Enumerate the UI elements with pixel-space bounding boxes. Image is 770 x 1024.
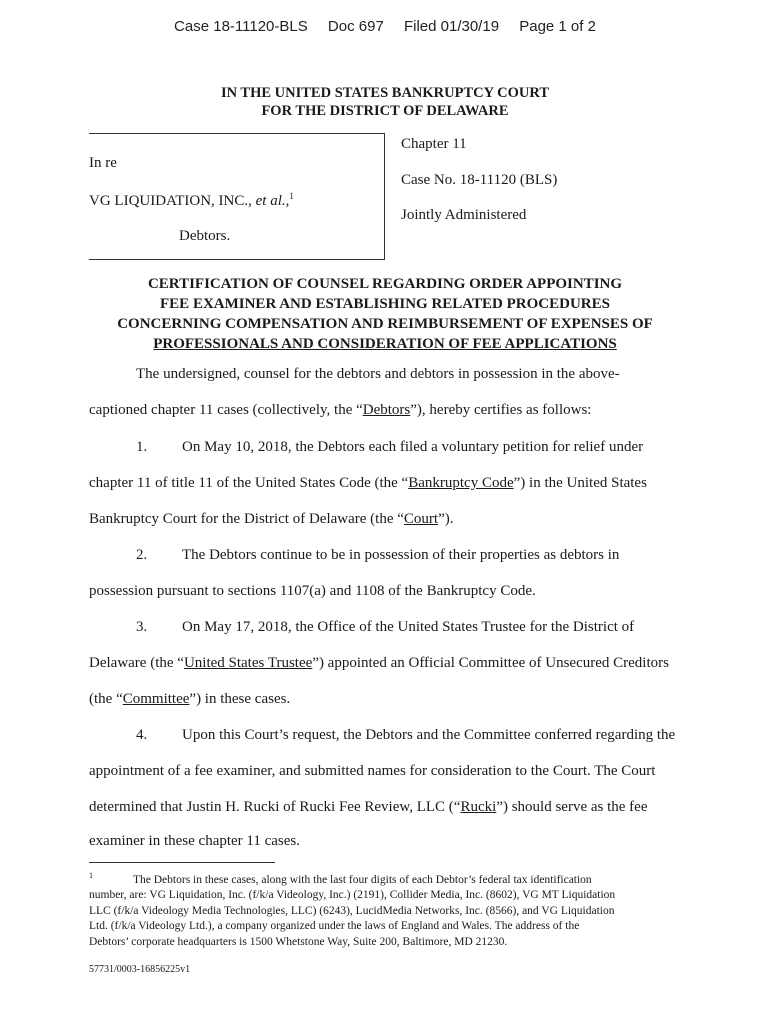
intro-line-1: The undersigned, counsel for the debtors and debtors in possession in the above- (136, 366, 620, 382)
para-3-line-3: (the “Committee”) in these cases. (89, 691, 291, 707)
title-line-3: CONCERNING COMPENSATION AND REIMBURSEMENT OF EXPENSES OF (117, 316, 653, 332)
para-4-line-2: appointment of a fee examiner, and submitted names for consideration to the Court. The Court (89, 763, 656, 779)
para-1-line-3: Bankruptcy Court for the District of Delaware (the “Court”). (89, 511, 454, 527)
debtor-name-text: VG LIQUIDATION, INC., (89, 193, 252, 209)
title-line-1: CERTIFICATION OF COUNSEL REGARDING ORDER APPOINTING (147, 276, 623, 292)
defined-term-rucki: Rucki (460, 799, 497, 815)
page-count-header: Page 1 of 2 (519, 18, 596, 35)
footnote (89, 868, 679, 950)
footnote-line-4: Ltd. (f/k/a Videology Ltd.), a company organized under the laws of England and Wales. The address of the (89, 920, 580, 933)
document-id: 57731/0003-16856225v1 (89, 964, 191, 975)
debtor-name (89, 191, 294, 210)
footnote-mark: 1 (89, 871, 93, 880)
para-4-line-1: Upon this Court’s request, the Debtors and the Committee conferred regarding the (182, 727, 676, 743)
caption-top-rule (89, 133, 385, 134)
defined-term-debtors: Debtors (362, 402, 411, 418)
certification-title (95, 274, 675, 354)
defined-term-bankruptcy-code: Bankruptcy Code (408, 475, 514, 491)
footnote-rule (89, 862, 275, 863)
court-line-2: FOR THE DISTRICT OF DELAWARE (261, 103, 509, 119)
et-al-text: et al., (255, 193, 290, 209)
para-1-line-2: chapter 11 of title 11 of the United States Code (the “Bankruptcy Code”) in the United States (89, 475, 647, 491)
jointly-administered-label: Jointly Administered (401, 207, 527, 223)
court-heading (0, 84, 770, 120)
case-no-label: Case No. 18-11120 (BLS) (401, 172, 558, 188)
defined-term-committee: Committee (122, 691, 190, 707)
case-number-header: Case 18-11120-BLS (174, 18, 308, 35)
title-line-2: FEE EXAMINER AND ESTABLISHING RELATED PROCEDURES (160, 296, 610, 312)
intro-line-2: captioned chapter 11 cases (collectively, the “Debtors”), hereby certifies as follows: (89, 402, 592, 418)
para-3-line-2: Delaware (the “United States Trustee”) appointed an Official Committee of Unsecured Creditors (89, 655, 669, 671)
para-4-number: 4. (136, 727, 148, 743)
footnote-ref-mark: 1 (289, 191, 294, 201)
footnote-line-5: Debtors’ corporate headquarters is 1500 Whetstone Way, Suite 200, Baltimore, MD 21230. (89, 935, 508, 948)
defined-term-court: Court (403, 511, 439, 527)
caption-bottom-rule (89, 259, 385, 260)
caption-vertical-rule (384, 133, 385, 259)
filed-date-header: Filed 01/30/19 (403, 18, 500, 35)
para-1-number: 1. (136, 439, 148, 455)
in-re-label: In re (89, 155, 117, 171)
footnote-line-3: LLC (f/k/a Videology Media Technologies, LLC) (6243), LucidMedia Networks, Inc. (8566), and VG Liquidation (89, 904, 615, 917)
para-2-line-2: possession pursuant to sections 1107(a) and 1108 of the Bankruptcy Code. (89, 583, 536, 599)
ecf-header (0, 18, 770, 35)
para-3-line-1: On May 17, 2018, the Office of the United States Trustee for the District of (182, 619, 635, 635)
defined-term-united-states-trustee: United States Trustee (183, 655, 313, 671)
para-4-line-4: examiner in these chapter 11 cases. (89, 833, 301, 849)
para-4-line-3: determined that Justin H. Rucki of Rucki Fee Review, LLC (“Rucki”) should serve as the fee (89, 799, 648, 815)
footnote-line-1: The Debtors in these cases, along with the last four digits of each Debtor’s federal tax identification (133, 873, 592, 886)
court-line-1: IN THE UNITED STATES BANKRUPTCY COURT (220, 85, 550, 101)
chapter-label: Chapter 11 (401, 136, 467, 152)
title-line-4: PROFESSIONALS AND CONSIDERATION OF FEE APPLICATIONS (153, 336, 617, 352)
debtors-label: Debtors. (179, 228, 231, 244)
para-2-number: 2. (136, 547, 148, 563)
doc-number-header: Doc 697 (327, 18, 384, 35)
footnote-line-2: number, are: VG Liquidation, Inc. (f/k/a Videology, Inc.) (2191), Collider Media, Inc. (8602), VG MT Liquidation (89, 889, 616, 902)
para-3-number: 3. (136, 619, 148, 635)
para-1-line-1: On May 10, 2018, the Debtors each filed a voluntary petition for relief under (182, 439, 644, 455)
para-2-line-1: The Debtors continue to be in possession of their properties as debtors in (182, 547, 620, 563)
